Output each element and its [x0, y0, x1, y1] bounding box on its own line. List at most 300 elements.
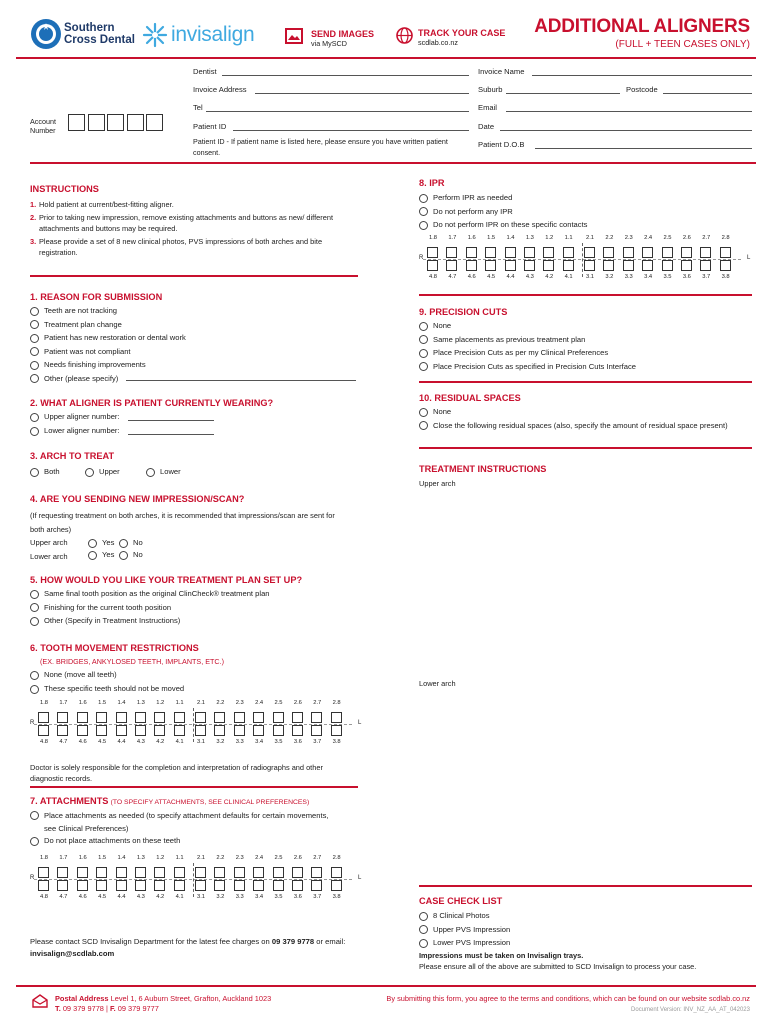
tooth-number: 2.7	[702, 235, 711, 241]
tooth-box-lower[interactable]	[135, 725, 146, 736]
tooth-box-lower[interactable]	[311, 880, 322, 891]
radio-icon[interactable]	[30, 334, 39, 343]
section-4-note: (If requesting treatment on both arches, it is recommended that impressions/scan are sent for both arches)	[30, 511, 335, 534]
radio-icon[interactable]	[30, 685, 39, 694]
tooth-box-upper[interactable]	[427, 247, 438, 258]
radio-option-label: Close the following residual spaces (also, specify the amount of residual space present)	[433, 420, 728, 430]
tooth-number: 3.3	[624, 274, 633, 280]
tooth-box-lower[interactable]	[700, 260, 711, 271]
arch-divider	[34, 724, 352, 725]
instruction-num: 1.	[30, 200, 37, 209]
tooth-number: 3.6	[682, 274, 691, 280]
instruction-item	[30, 236, 358, 259]
tel-field[interactable]	[206, 111, 469, 112]
account-number-box[interactable]	[107, 114, 124, 131]
tooth-box-upper[interactable]	[584, 247, 595, 258]
tooth-box-upper[interactable]	[174, 867, 185, 878]
radio-option[interactable]	[419, 207, 513, 217]
instruction-text: Hold patient at current/best-fitting aligner.	[39, 200, 174, 209]
tooth-box-upper[interactable]	[96, 712, 107, 723]
section-9-title: 9. PRECISION CUTS	[419, 307, 508, 317]
radio-icon[interactable]	[30, 347, 39, 356]
radio-icon[interactable]	[419, 362, 428, 371]
tooth-number: 3.7	[313, 739, 322, 745]
radio-icon[interactable]	[30, 603, 39, 612]
tooth-box-lower[interactable]	[292, 725, 303, 736]
tooth-box-lower[interactable]	[38, 880, 49, 891]
tooth-box-upper[interactable]	[292, 712, 303, 723]
email-label: Email	[478, 103, 497, 112]
tooth-box-lower[interactable]	[273, 725, 284, 736]
tooth-box-upper[interactable]	[135, 867, 146, 878]
radio-icon[interactable]	[119, 539, 128, 548]
tooth-number: 1.1	[175, 855, 184, 861]
radio-option-label: None	[433, 321, 452, 330]
yes-label: Yes	[102, 538, 115, 547]
invisalign-logo	[142, 22, 254, 48]
checklist-title: CASE CHECK LIST	[419, 896, 503, 906]
tooth-number: 3.8	[332, 739, 341, 745]
tooth-number: 1.8	[428, 235, 438, 241]
tooth-number: 1.3	[525, 235, 534, 241]
radio-icon[interactable]	[419, 194, 428, 203]
tooth-box-lower[interactable]	[311, 725, 322, 736]
account-number-box[interactable]	[146, 114, 163, 131]
tooth-number: 4.7	[59, 739, 68, 745]
radio-option[interactable]	[419, 348, 608, 358]
tooth-number: 3.4	[644, 274, 653, 280]
other-specify-field[interactable]	[126, 380, 356, 381]
radio-option-label: Do not perform any IPR	[433, 206, 513, 216]
tooth-box-upper[interactable]	[642, 247, 653, 258]
instruction-num: 3.	[30, 236, 37, 246]
radio-icon[interactable]	[30, 320, 39, 329]
tooth-number: 2.6	[293, 700, 302, 706]
tooth-box-lower[interactable]	[154, 880, 165, 891]
tooth-number: 2.7	[313, 855, 322, 861]
radio-icon[interactable]	[88, 539, 97, 548]
upper-aligner-field[interactable]	[128, 420, 214, 421]
tooth-box-lower[interactable]	[623, 260, 634, 271]
account-number-box[interactable]	[88, 114, 105, 131]
lower-aligner-field[interactable]	[128, 434, 214, 435]
tooth-number: 2.6	[293, 855, 302, 861]
footer-divider	[16, 985, 756, 987]
tooth-box-lower[interactable]	[427, 260, 438, 271]
yes-label: Yes	[102, 550, 115, 559]
radio-option[interactable]	[419, 407, 451, 417]
tooth-box-lower[interactable]	[116, 880, 127, 891]
upper-arch-yes[interactable]	[88, 538, 114, 548]
arch-lower-option[interactable]	[146, 467, 181, 477]
radio-option[interactable]	[419, 220, 587, 230]
right-side-label: R	[419, 255, 424, 261]
tooth-number: 1.6	[78, 855, 87, 861]
instruction-text: Please provide a set of 8 new clinical photos, PVS impressions of both arches and bite registration.	[39, 236, 323, 257]
radio-option-label: Other (Specify in Treatment Instructions)	[44, 616, 181, 625]
tooth-box-lower[interactable]	[253, 880, 264, 891]
tooth-box-lower[interactable]	[96, 725, 107, 736]
tooth-box-upper[interactable]	[662, 247, 673, 258]
tooth-number: 4.7	[59, 894, 68, 900]
radio-icon[interactable]	[30, 374, 39, 383]
tooth-box-lower[interactable]	[135, 880, 146, 891]
arch-upper-label: Upper	[99, 467, 120, 476]
tooth-box-upper[interactable]	[38, 712, 49, 723]
tooth-box-lower[interactable]	[642, 260, 653, 271]
radio-option-label: Place Precision Cuts as specified in Precision Cuts Interface	[433, 361, 637, 371]
tooth-box-upper[interactable]	[253, 712, 264, 723]
radio-option[interactable]	[419, 321, 451, 331]
tooth-box-upper[interactable]	[195, 712, 206, 723]
treatment-upper-textarea[interactable]	[419, 489, 752, 671]
tel-label: Tel	[193, 103, 203, 112]
radio-option[interactable]	[419, 421, 728, 431]
tooth-box-lower[interactable]	[292, 880, 303, 891]
tooth-number: 3.1	[585, 274, 595, 280]
tooth-number: 2.2	[216, 855, 225, 861]
tooth-number: 1.5	[487, 235, 496, 241]
radio-option[interactable]	[30, 360, 146, 370]
tooth-box-upper[interactable]	[681, 247, 692, 258]
tooth-number: 1.7	[59, 855, 68, 861]
tooth-number: 2.3	[235, 855, 244, 861]
tooth-number: 4.4	[506, 274, 515, 280]
date-field[interactable]	[500, 130, 752, 131]
radio-icon[interactable]	[30, 307, 39, 316]
tooth-box-upper[interactable]	[174, 712, 185, 723]
radio-option[interactable]	[30, 374, 118, 384]
lower-arch-label: Lower arch	[30, 552, 68, 561]
right-side-label: R	[30, 720, 35, 726]
arch-divider	[34, 879, 352, 880]
globe-icon	[396, 27, 413, 44]
tooth-box-lower[interactable]	[214, 725, 225, 736]
tooth-box-lower[interactable]	[57, 725, 68, 736]
section-8-title: 8. IPR	[419, 178, 445, 188]
section-7-title: 7. ATTACHMENTS	[30, 796, 109, 806]
tooth-number: 4.5	[98, 894, 107, 900]
radio-icon[interactable]	[419, 939, 428, 948]
tooth-box-upper[interactable]	[214, 867, 225, 878]
tooth-box-upper[interactable]	[563, 247, 574, 258]
instruction-item	[30, 199, 358, 211]
tooth-box-upper[interactable]	[214, 712, 225, 723]
email-field[interactable]	[506, 111, 752, 112]
radio-option[interactable]	[30, 320, 122, 330]
tooth-box-lower[interactable]	[466, 260, 477, 271]
radio-icon[interactable]	[419, 421, 428, 430]
tooth-number: 4.8	[428, 274, 438, 280]
radio-option[interactable]	[419, 911, 490, 921]
lower-arch-no[interactable]	[119, 550, 143, 560]
tooth-box-lower[interactable]	[38, 725, 49, 736]
tooth-box-lower[interactable]	[174, 880, 185, 891]
tooth-number: 1.5	[98, 700, 107, 706]
tooth-box-lower[interactable]	[116, 725, 127, 736]
account-number-box[interactable]	[68, 114, 85, 131]
radio-icon[interactable]	[30, 837, 39, 846]
tooth-box-upper[interactable]	[116, 712, 127, 723]
tooth-box-lower[interactable]	[331, 725, 342, 736]
midline-divider	[582, 243, 583, 277]
tooth-box-lower[interactable]	[446, 260, 457, 271]
tooth-box-lower[interactable]	[77, 880, 88, 891]
tooth-box-upper[interactable]	[720, 247, 731, 258]
radio-option-label: Teeth are not tracking	[44, 306, 118, 315]
section-10-divider	[419, 447, 752, 449]
radio-icon[interactable]	[30, 361, 39, 370]
radio-icon[interactable]	[419, 912, 428, 921]
postcode-label: Postcode	[626, 85, 658, 94]
treatment-divider	[419, 885, 752, 887]
tooth-number: 1.4	[506, 235, 515, 241]
radio-icon[interactable]	[85, 468, 94, 477]
page-subtitle: (FULL + TEEN CASES ONLY)	[615, 39, 750, 50]
postcode-field[interactable]	[663, 93, 752, 94]
tooth-box-lower[interactable]	[681, 260, 692, 271]
tooth-box-upper[interactable]	[543, 247, 554, 258]
treatment-lower-textarea[interactable]	[419, 689, 752, 879]
tooth-box-lower[interactable]	[57, 880, 68, 891]
section-6-sub: (EX. BRIDGES, ANKYLOSED TEETH, IMPLANTS, ETC.)	[40, 657, 224, 666]
tooth-box-upper[interactable]	[195, 867, 206, 878]
tooth-box-upper[interactable]	[700, 247, 711, 258]
upper-arch-no[interactable]	[119, 538, 143, 548]
tooth-box-upper[interactable]	[505, 247, 516, 258]
section-3-title: 3. ARCH TO TREAT	[30, 451, 115, 461]
radio-option-label: Upper PVS Impression	[433, 924, 511, 934]
tooth-number: 3.8	[332, 894, 341, 900]
tooth-number: 4.3	[136, 894, 145, 900]
tooth-number: 1.3	[136, 700, 145, 706]
tooth-number: 1.8	[39, 700, 49, 706]
radio-icon[interactable]	[88, 551, 97, 560]
attachments-as-needed-label: Place attachments as needed (to specify attachment defaults for certain movements, see Clinical Preferences)	[44, 811, 329, 833]
tooth-number: 4.4	[117, 739, 126, 745]
tooth-number: 4.6	[467, 274, 476, 280]
tooth-box-upper[interactable]	[116, 867, 127, 878]
dentist-field[interactable]	[222, 75, 469, 76]
radio-option[interactable]	[419, 362, 636, 372]
tooth-number: 4.1	[175, 894, 184, 900]
tooth-box-upper[interactable]	[273, 712, 284, 723]
section-6-divider	[30, 786, 358, 788]
tooth-box-upper[interactable]	[311, 867, 322, 878]
tooth-box-lower[interactable]	[96, 880, 107, 891]
instructions-divider	[30, 275, 358, 277]
radio-option[interactable]	[30, 333, 186, 343]
radio-option-label: Patient was not compliant	[44, 346, 131, 356]
upper-aligner-option[interactable]	[30, 412, 120, 422]
fax-label: F.	[109, 1004, 116, 1013]
radio-icon[interactable]	[30, 617, 39, 626]
tooth-box-lower[interactable]	[174, 725, 185, 736]
contact-email[interactable]: invisalign@scdlab.com	[30, 948, 115, 958]
postal-address: Level 1, 6 Auburn Street, Grafton, Auckland 1023	[110, 994, 272, 1003]
tooth-box-lower[interactable]	[195, 880, 206, 891]
tooth-box-upper[interactable]	[331, 712, 342, 723]
tooth-box-upper[interactable]	[253, 867, 264, 878]
attachments-as-needed-option[interactable]	[30, 809, 330, 835]
radio-icon[interactable]	[146, 468, 155, 477]
restriction-specific-option[interactable]	[30, 684, 184, 694]
radio-icon[interactable]	[119, 551, 128, 560]
tooth-number: 2.1	[196, 700, 206, 706]
radio-option[interactable]	[30, 589, 270, 599]
tooth-box-lower[interactable]	[720, 260, 731, 271]
treatment-lower-label: Lower arch	[419, 679, 456, 688]
radio-icon[interactable]	[30, 468, 39, 477]
tooth-number: 1.8	[39, 855, 49, 861]
tooth-box-lower[interactable]	[603, 260, 614, 271]
tooth-box-upper[interactable]	[154, 867, 165, 878]
radio-icon[interactable]	[30, 671, 39, 680]
phone-number: 09 379 9778	[62, 1004, 104, 1013]
radio-icon[interactable]	[30, 590, 39, 599]
suburb-field[interactable]	[506, 93, 620, 94]
tooth-box-upper[interactable]	[96, 867, 107, 878]
invoice-address-field[interactable]	[255, 93, 469, 94]
tooth-box-upper[interactable]	[623, 247, 634, 258]
tooth-number: 3.2	[605, 274, 614, 280]
radio-option[interactable]	[419, 925, 510, 935]
attachments-none-option[interactable]	[30, 836, 180, 846]
tooth-box-lower[interactable]	[563, 260, 574, 271]
tooth-box-lower[interactable]	[331, 880, 342, 891]
tooth-box-upper[interactable]	[311, 712, 322, 723]
tooth-box-upper[interactable]	[331, 867, 342, 878]
tooth-number: 4.2	[545, 274, 554, 280]
footer-phones	[55, 1004, 159, 1013]
tooth-box-upper[interactable]	[38, 867, 49, 878]
arch-both-label: Both	[44, 467, 60, 476]
account-number-label: Account Number	[30, 117, 56, 135]
section-10-title: 10. RESIDUAL SPACES	[419, 393, 521, 403]
tooth-box-upper[interactable]	[77, 712, 88, 723]
tooth-box-lower[interactable]	[584, 260, 595, 271]
tooth-number: 1.6	[78, 700, 87, 706]
tooth-number: 1.2	[156, 855, 165, 861]
lower-aligner-option[interactable]	[30, 426, 120, 436]
invoice-name-field[interactable]	[532, 75, 752, 76]
radio-option[interactable]	[30, 616, 180, 626]
lower-arch-yes[interactable]	[88, 550, 114, 560]
tooth-box-upper[interactable]	[603, 247, 614, 258]
patient-id-field[interactable]	[233, 130, 469, 131]
tooth-box-lower[interactable]	[273, 880, 284, 891]
footer-address	[55, 994, 271, 1003]
tooth-box-lower[interactable]	[195, 725, 206, 736]
tooth-box-lower[interactable]	[524, 260, 535, 271]
radio-option[interactable]	[30, 306, 117, 316]
tooth-number: 3.3	[235, 894, 244, 900]
tooth-box-lower[interactable]	[234, 725, 245, 736]
radio-icon[interactable]	[419, 349, 428, 358]
tooth-box-upper[interactable]	[524, 247, 535, 258]
brand-name	[64, 22, 135, 46]
tooth-number: 2.7	[313, 700, 322, 706]
invisalign-wordmark: invisalign	[171, 23, 255, 46]
arch-divider	[423, 259, 741, 260]
radio-option[interactable]	[30, 347, 131, 357]
invoice-name-label: Invoice Name	[478, 67, 525, 76]
tooth-box-upper[interactable]	[446, 247, 457, 258]
radio-option[interactable]	[419, 938, 510, 948]
tooth-box-upper[interactable]	[466, 247, 477, 258]
arch-upper-option[interactable]	[85, 467, 120, 477]
account-number-box[interactable]	[127, 114, 144, 131]
patient-dob-field[interactable]	[535, 148, 752, 149]
tooth-box-upper[interactable]	[57, 867, 68, 878]
tooth-box-upper[interactable]	[485, 247, 496, 258]
tooth-box-upper[interactable]	[77, 867, 88, 878]
radio-icon[interactable]	[419, 322, 428, 331]
tooth-box-lower[interactable]	[662, 260, 673, 271]
radio-icon[interactable]	[419, 221, 428, 230]
tooth-box-lower[interactable]	[543, 260, 554, 271]
tooth-number: 3.7	[702, 274, 711, 280]
tooth-number: 2.4	[644, 235, 653, 241]
radio-icon[interactable]	[419, 207, 428, 216]
phone-label: T.	[55, 1004, 61, 1013]
tooth-number: 3.1	[196, 894, 206, 900]
checklist-note-1: Impressions must be taken on Invisalign trays.	[419, 951, 584, 960]
tooth-number: 1.4	[117, 855, 126, 861]
lower-aligner-label: Lower aligner number:	[44, 426, 120, 435]
radio-option[interactable]	[30, 603, 171, 613]
radio-icon[interactable]	[419, 335, 428, 344]
tooth-box-upper[interactable]	[154, 712, 165, 723]
document-version: Document Version: INV_NZ_AA_AT_042023	[631, 1007, 750, 1013]
radio-option[interactable]	[419, 335, 585, 345]
tooth-box-upper[interactable]	[135, 712, 146, 723]
tooth-box-lower[interactable]	[505, 260, 516, 271]
tooth-box-lower[interactable]	[253, 725, 264, 736]
tooth-box-upper[interactable]	[292, 867, 303, 878]
arch-both-option[interactable]	[30, 467, 60, 477]
section-7-heading	[30, 796, 309, 806]
radio-icon[interactable]	[30, 811, 39, 820]
tooth-number: 4.5	[98, 739, 107, 745]
instructions-title: INSTRUCTIONS	[30, 184, 99, 194]
tooth-box-upper[interactable]	[234, 867, 245, 878]
tooth-number: 4.1	[175, 739, 184, 745]
tooth-box-upper[interactable]	[234, 712, 245, 723]
tooth-box-lower[interactable]	[214, 880, 225, 891]
radio-option[interactable]	[419, 193, 512, 203]
tooth-number: 3.2	[216, 739, 225, 745]
radio-icon[interactable]	[30, 427, 39, 436]
radio-icon[interactable]	[419, 408, 428, 417]
tooth-number: 1.1	[175, 700, 184, 706]
patient-dob-label: Patient D.O.B	[478, 140, 525, 149]
tooth-box-upper[interactable]	[273, 867, 284, 878]
tooth-number: 2.1	[196, 855, 206, 861]
radio-icon[interactable]	[30, 413, 39, 422]
restriction-none-option[interactable]	[30, 670, 117, 680]
tooth-number: 2.5	[663, 235, 672, 241]
tooth-number: 2.2	[216, 700, 225, 706]
tooth-number: 3.2	[216, 894, 225, 900]
radio-icon[interactable]	[419, 925, 428, 934]
tooth-box-lower[interactable]	[154, 725, 165, 736]
tooth-box-lower[interactable]	[485, 260, 496, 271]
tooth-box-upper[interactable]	[57, 712, 68, 723]
tooth-number: 1.4	[117, 700, 126, 706]
tooth-box-lower[interactable]	[77, 725, 88, 736]
tooth-box-lower[interactable]	[234, 880, 245, 891]
